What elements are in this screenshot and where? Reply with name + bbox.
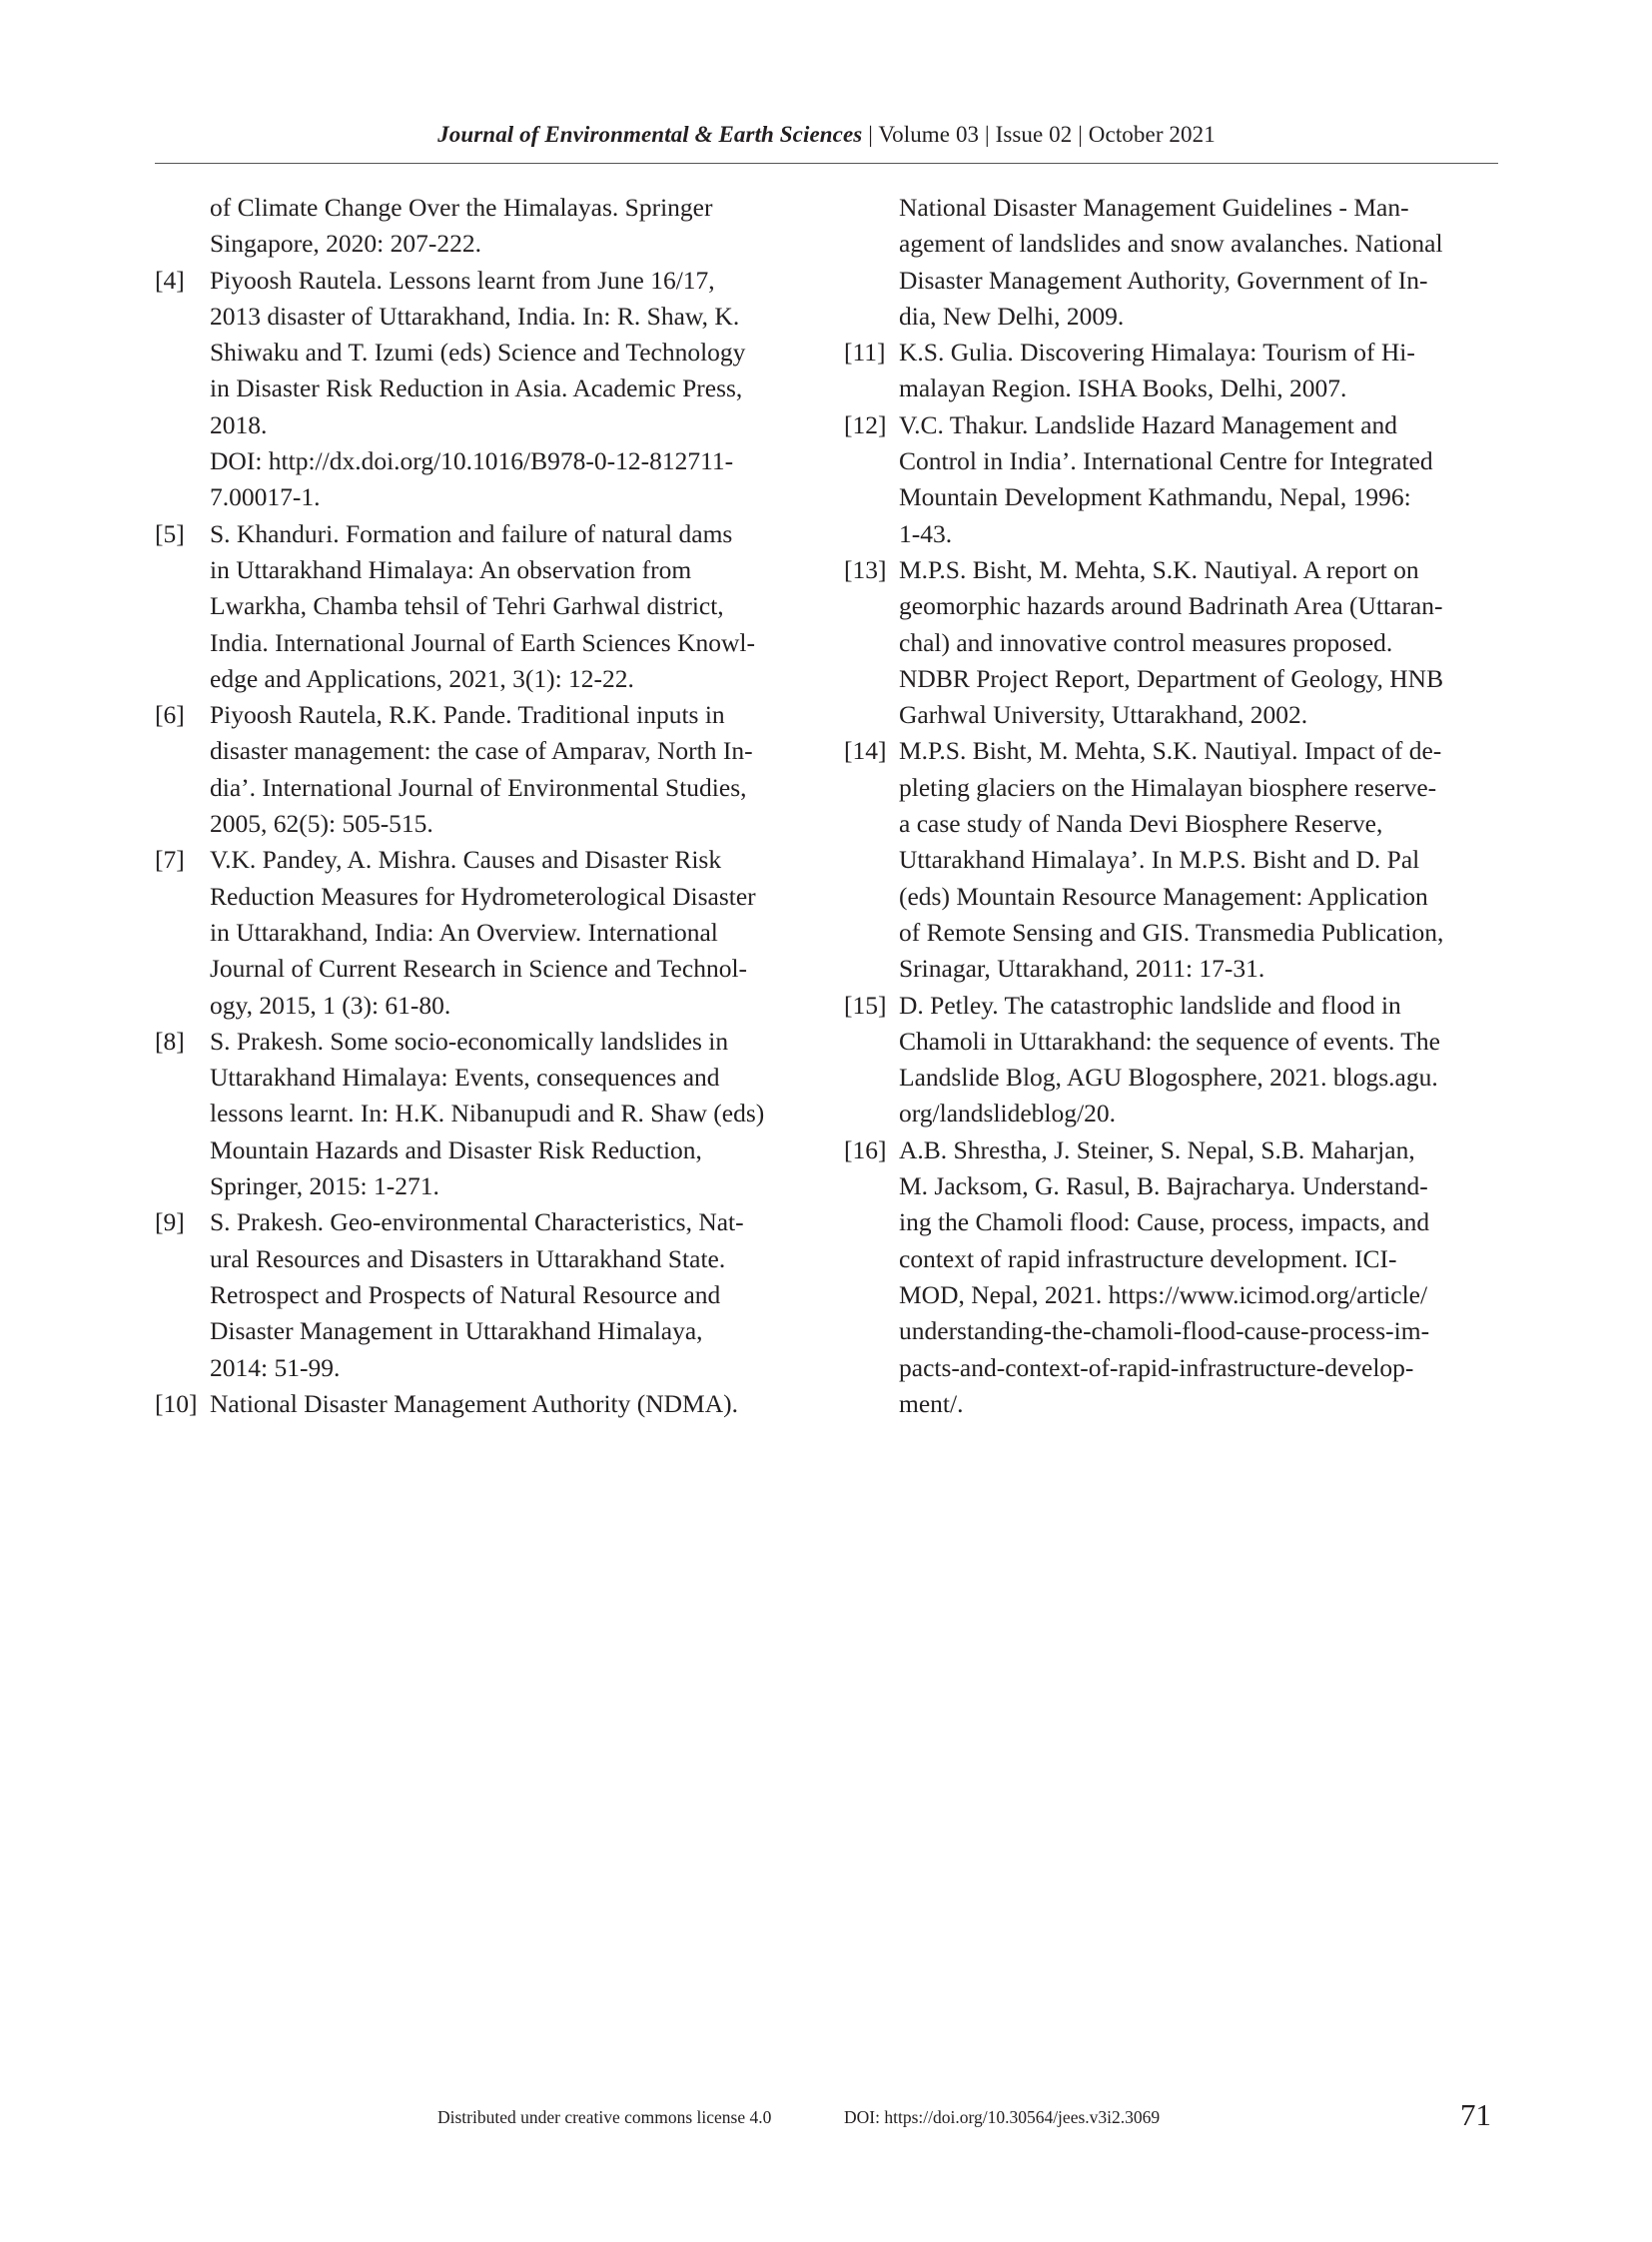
reference-entry bbox=[844, 1132, 1498, 1422]
reference-line: in Uttarakhand, India: An Overview. International bbox=[210, 917, 718, 947]
reference-line: Reduction Measures for Hydrometerological Disaster bbox=[210, 881, 756, 911]
reference-number: [16] bbox=[844, 1134, 887, 1164]
reference-line: chal) and innovative control measures proposed. bbox=[899, 627, 1393, 657]
reference-line: 7.00017-1. bbox=[210, 482, 321, 512]
reference-line: Lwarkha, Chamba tehsil of Tehri Garhwal district, bbox=[210, 591, 724, 621]
header-separator: | bbox=[979, 122, 996, 147]
reference-number: [15] bbox=[844, 990, 887, 1020]
reference-line: 1-43. bbox=[899, 518, 953, 548]
reference-entry bbox=[155, 263, 809, 516]
reference-line: in Disaster Risk Reduction in Asia. Academic Press, bbox=[210, 374, 743, 403]
reference-number: [13] bbox=[844, 554, 887, 584]
reference-line: Shiwaku and T. Izumi (eds) Science and Technology bbox=[210, 338, 746, 368]
reference-line: M.P.S. Bisht, M. Mehta, S.K. Nautiyal. A report on bbox=[899, 554, 1419, 584]
reference-line: ural Resources and Disasters in Uttarakhand State. bbox=[210, 1243, 726, 1273]
reference-line: Srinagar, Uttarakhand, 2011: 17-31. bbox=[899, 954, 1265, 984]
reference-column-right bbox=[844, 190, 1498, 1422]
reference-line: Piyoosh Rautela, R.K. Pande. Traditional inputs in bbox=[210, 700, 725, 730]
reference-line: lessons learnt. In: H.K. Nibanupudi and R. Shaw (eds) bbox=[210, 1099, 765, 1128]
reference-line: of Climate Change Over the Himalayas. Springer bbox=[210, 193, 713, 222]
article-doi: DOI: https://doi.org/10.30564/jees.v3i2.3069 bbox=[844, 2107, 1161, 2127]
reference-line: ment/. bbox=[899, 1388, 964, 1418]
page-number: 71 bbox=[1460, 2097, 1491, 2132]
volume-label: Volume 03 bbox=[878, 122, 980, 147]
reference-line: agement of landslides and snow avalanches. National bbox=[899, 229, 1443, 259]
reference-line: V.K. Pandey, A. Mishra. Causes and Disaster Risk bbox=[210, 845, 722, 875]
reference-line: India. International Journal of Earth Sciences Knowl- bbox=[210, 627, 755, 657]
reference-line: geomorphic hazards around Badrinath Area (Uttaran- bbox=[899, 591, 1443, 621]
reference-line: ing the Chamoli flood: Cause, process, impacts, and bbox=[899, 1207, 1430, 1237]
reference-column-left bbox=[155, 190, 809, 1422]
reference-number: [6] bbox=[155, 700, 185, 730]
reference-continuation bbox=[844, 190, 1498, 335]
issue-date: October 2021 bbox=[1088, 122, 1216, 147]
reference-entry bbox=[844, 988, 1498, 1132]
reference-line: D. Petley. The catastrophic landslide and flood in bbox=[899, 990, 1401, 1020]
reference-line: Control in India’. International Centre for Integrated bbox=[899, 446, 1433, 476]
reference-entry bbox=[155, 842, 809, 1023]
reference-line: Journal of Current Research in Science and Technol- bbox=[210, 954, 748, 984]
reference-line: Piyoosh Rautela. Lessons learnt from June 16/17, bbox=[210, 265, 715, 295]
reference-number: [7] bbox=[155, 845, 185, 875]
reference-number: [14] bbox=[844, 736, 887, 766]
reference-line: National Disaster Management Guidelines - Man- bbox=[899, 193, 1409, 222]
reference-number: [5] bbox=[155, 518, 185, 548]
running-header bbox=[155, 120, 1498, 150]
reference-line: S. Prakesh. Geo-environmental Characteristics, Nat- bbox=[210, 1207, 744, 1237]
reference-line: Singapore, 2020: 207-222. bbox=[210, 229, 481, 259]
reference-line: in Uttarakhand Himalaya: An observation from bbox=[210, 554, 692, 584]
reference-line: V.C. Thakur. Landslide Hazard Management and bbox=[899, 409, 1398, 439]
reference-entry bbox=[155, 1204, 809, 1385]
reference-line: of Remote Sensing and GIS. Transmedia Publication, bbox=[899, 917, 1444, 947]
reference-line: understanding-the-chamoli-flood-cause-process-im- bbox=[899, 1316, 1430, 1346]
reference-line: Disaster Management in Uttarakhand Himalaya, bbox=[210, 1316, 703, 1346]
reference-line: S. Khanduri. Formation and failure of natural dams bbox=[210, 518, 733, 548]
reference-line: dia, New Delhi, 2009. bbox=[899, 301, 1125, 331]
reference-entry bbox=[155, 516, 809, 697]
reference-line: K.S. Gulia. Discovering Himalaya: Tourism of Hi- bbox=[899, 338, 1415, 368]
reference-line: a case study of Nanda Devi Biosphere Reserve, bbox=[899, 809, 1383, 839]
reference-line: (eds) Mountain Resource Management: Application bbox=[899, 881, 1428, 911]
reference-line: Chamoli in Uttarakhand: the sequence of events. The bbox=[899, 1026, 1440, 1056]
reference-line: Uttarakhand Himalaya: Events, consequences and bbox=[210, 1063, 720, 1093]
reference-number: [11] bbox=[844, 338, 886, 368]
reference-line: M.P.S. Bisht, M. Mehta, S.K. Nautiyal. Impact of de- bbox=[899, 736, 1442, 766]
reference-entry bbox=[844, 407, 1498, 552]
page-footer bbox=[0, 2097, 1652, 2137]
reference-number: [12] bbox=[844, 409, 887, 439]
reference-line: Mountain Hazards and Disaster Risk Reduction, bbox=[210, 1134, 702, 1164]
reference-line: Mountain Development Kathmandu, Nepal, 1996: bbox=[899, 482, 1411, 512]
reference-line: National Disaster Management Authority (NDMA). bbox=[210, 1388, 739, 1418]
reference-line: org/landslideblog/20. bbox=[899, 1099, 1116, 1128]
reference-line: A.B. Shrestha, J. Steiner, S. Nepal, S.B. Maharjan, bbox=[899, 1134, 1415, 1164]
header-divider bbox=[155, 163, 1498, 164]
reference-number: [9] bbox=[155, 1207, 185, 1237]
reference-line: Disaster Management Authority, Government of In- bbox=[899, 265, 1428, 295]
reference-line: disaster management: the case of Amparav, North In- bbox=[210, 736, 753, 766]
reference-line: dia’. International Journal of Environmental Studies, bbox=[210, 772, 747, 802]
reference-line: S. Prakesh. Some socio-economically landslides in bbox=[210, 1026, 729, 1056]
reference-entry bbox=[844, 733, 1498, 987]
reference-line: 2013 disaster of Uttarakhand, India. In: R. Shaw, K. bbox=[210, 301, 740, 331]
reference-line: M. Jacksom, G. Rasul, B. Bajracharya. Understand- bbox=[899, 1171, 1428, 1201]
reference-doi: DOI: http://dx.doi.org/10.1016/B978-0-12-812711- bbox=[210, 446, 734, 476]
reference-entry bbox=[155, 1386, 809, 1422]
reference-entry bbox=[155, 1024, 809, 1204]
journal-title: Journal of Environmental & Earth Sciences bbox=[437, 122, 863, 147]
reference-line: pleting glaciers on the Himalayan biosphere reserve- bbox=[899, 772, 1437, 802]
reference-continuation bbox=[155, 190, 809, 263]
reference-line: context of rapid infrastructure development. ICI- bbox=[899, 1243, 1397, 1273]
reference-line: pacts-and-context-of-rapid-infrastructure-develop- bbox=[899, 1352, 1414, 1382]
issue-label: Issue 02 bbox=[995, 122, 1073, 147]
reference-line: 2018. bbox=[210, 409, 268, 439]
license-note: Distributed under creative commons license 4.0 bbox=[437, 2107, 772, 2127]
reference-line: Retrospect and Prospects of Natural Resource and bbox=[210, 1279, 721, 1309]
reference-line: 2005, 62(5): 505-515. bbox=[210, 809, 433, 839]
reference-line: ogy, 2015, 1 (3): 61-80. bbox=[210, 990, 451, 1020]
header-separator: | bbox=[1072, 122, 1089, 147]
reference-line: malayan Region. ISHA Books, Delhi, 2007. bbox=[899, 374, 1347, 403]
reference-line: Landslide Blog, AGU Blogosphere, 2021. blogs.agu. bbox=[899, 1063, 1438, 1093]
reference-line: Garhwal University, Uttarakhand, 2002. bbox=[899, 700, 1308, 730]
reference-line: MOD, Nepal, 2021. https://www.icimod.org/article/ bbox=[899, 1279, 1428, 1309]
reference-number: [10] bbox=[155, 1388, 198, 1418]
reference-line: NDBR Project Report, Department of Geology, HNB bbox=[899, 663, 1444, 693]
reference-entry bbox=[844, 552, 1498, 733]
reference-line: Springer, 2015: 1-271. bbox=[210, 1171, 439, 1201]
header-separator: | bbox=[862, 122, 879, 147]
reference-line: edge and Applications, 2021, 3(1): 12-22. bbox=[210, 663, 634, 693]
reference-entry bbox=[844, 335, 1498, 407]
reference-line: 2014: 51-99. bbox=[210, 1352, 341, 1382]
reference-line: Uttarakhand Himalaya’. In M.P.S. Bisht and D. Pal bbox=[899, 845, 1420, 875]
reference-entry bbox=[155, 697, 809, 842]
reference-number: [4] bbox=[155, 265, 185, 295]
reference-number: [8] bbox=[155, 1026, 185, 1056]
